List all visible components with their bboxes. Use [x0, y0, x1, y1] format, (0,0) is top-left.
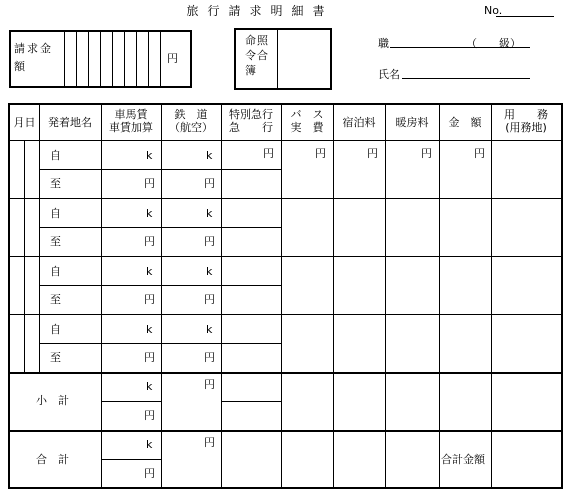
km-unit: k — [146, 438, 153, 451]
row-divider — [221, 227, 281, 228]
yen-unit: 円 — [204, 436, 215, 449]
header-route: 発着地名 — [48, 116, 92, 129]
row-divider — [101, 401, 161, 402]
yen-unit: 円 — [204, 378, 215, 391]
request-amount-label: 請求金 額 — [14, 42, 53, 73]
row-divider — [221, 401, 281, 402]
km-unit: k — [206, 149, 213, 162]
from-label: 自 — [50, 323, 61, 336]
order-ledger-label: 命照 令合 簿 — [245, 34, 269, 77]
amount-digit-cell[interactable] — [136, 30, 137, 88]
yen-unit: 円 — [204, 177, 215, 190]
yen-unit: 円 — [144, 351, 155, 364]
to-label: 至 — [50, 351, 61, 364]
yen-unit: 円 — [144, 293, 155, 306]
from-label: 自 — [50, 149, 61, 162]
number-label: No. — [484, 4, 503, 17]
km-unit: k — [146, 207, 153, 220]
km-unit: k — [206, 265, 213, 278]
yen-unit: 円 — [263, 147, 274, 160]
km-unit: k — [206, 323, 213, 336]
section-divider — [10, 372, 561, 374]
header-express: 特別急行 急 行 — [229, 108, 273, 134]
from-label: 自 — [50, 265, 61, 278]
yen-unit: 円 — [204, 293, 215, 306]
from-label: 自 — [50, 207, 61, 220]
amount-digit-cell[interactable] — [100, 30, 101, 88]
position-label: 職 — [378, 37, 389, 50]
group-divider — [10, 256, 561, 257]
order-ledger-divider — [277, 30, 278, 88]
name-label: 氏名 — [378, 68, 400, 81]
name-field[interactable] — [402, 66, 530, 79]
yen-unit: 円 — [204, 351, 215, 364]
row-divider — [221, 285, 281, 286]
expense-table — [8, 103, 563, 489]
amount-digit-cell[interactable] — [148, 30, 149, 88]
amount-digit-cell[interactable] — [88, 30, 89, 88]
yen-unit: 円 — [144, 235, 155, 248]
header-divider — [10, 140, 561, 141]
header-rail: 鉄 道 （航空） — [169, 108, 213, 134]
group-divider — [10, 198, 561, 199]
col-divider — [39, 105, 40, 373]
yen-unit: 円 — [144, 177, 155, 190]
km-unit: k — [146, 149, 153, 162]
yen-unit: 円 — [421, 147, 432, 160]
header-amount: 金 額 — [448, 116, 482, 129]
amount-digit-cell[interactable] — [112, 30, 113, 88]
row-divider — [221, 169, 281, 170]
amount-digit-cell[interactable] — [64, 30, 65, 88]
amount-digit-cell[interactable] — [124, 30, 125, 88]
total-label: 合 計 — [36, 453, 69, 466]
yen-unit: 円 — [474, 147, 485, 160]
yen-unit: 円 — [144, 467, 155, 480]
row-divider — [101, 459, 161, 460]
header-bus: バ ス 実 費 — [290, 108, 324, 134]
to-label: 至 — [50, 177, 61, 190]
row-divider — [221, 343, 281, 344]
km-unit: k — [146, 380, 153, 393]
header-purpose: 用 務 (用務地) — [504, 108, 548, 134]
km-unit: k — [146, 265, 153, 278]
grade-label: （ 級） — [466, 37, 521, 50]
group-divider — [10, 314, 561, 315]
subtotal-label: 小 計 — [36, 394, 69, 407]
grand-total-label: 合計金額 — [441, 453, 485, 466]
yen-unit: 円 — [367, 147, 378, 160]
to-label: 至 — [50, 235, 61, 248]
row-divider — [39, 285, 221, 286]
section-divider — [10, 430, 561, 432]
request-yen-unit: 円 — [167, 52, 178, 65]
document-title: 旅行請求明細書 — [186, 4, 334, 18]
row-divider — [39, 227, 221, 228]
number-field[interactable] — [496, 4, 554, 17]
row-divider — [39, 343, 221, 344]
km-unit: k — [146, 323, 153, 336]
km-unit: k — [206, 207, 213, 220]
header-date: 月日 — [13, 116, 36, 129]
yen-unit: 円 — [204, 235, 215, 248]
row-divider — [39, 169, 221, 170]
amount-digit-cell[interactable] — [76, 30, 77, 88]
to-label: 至 — [50, 293, 61, 306]
header-heating: 暖房料 — [395, 116, 429, 129]
header-lodging: 宿泊料 — [342, 116, 376, 129]
header-carriage: 車馬賃 車賃加算 — [109, 108, 153, 134]
yen-unit: 円 — [144, 409, 155, 422]
yen-unit: 円 — [315, 147, 326, 160]
amount-digit-cell — [160, 30, 161, 88]
